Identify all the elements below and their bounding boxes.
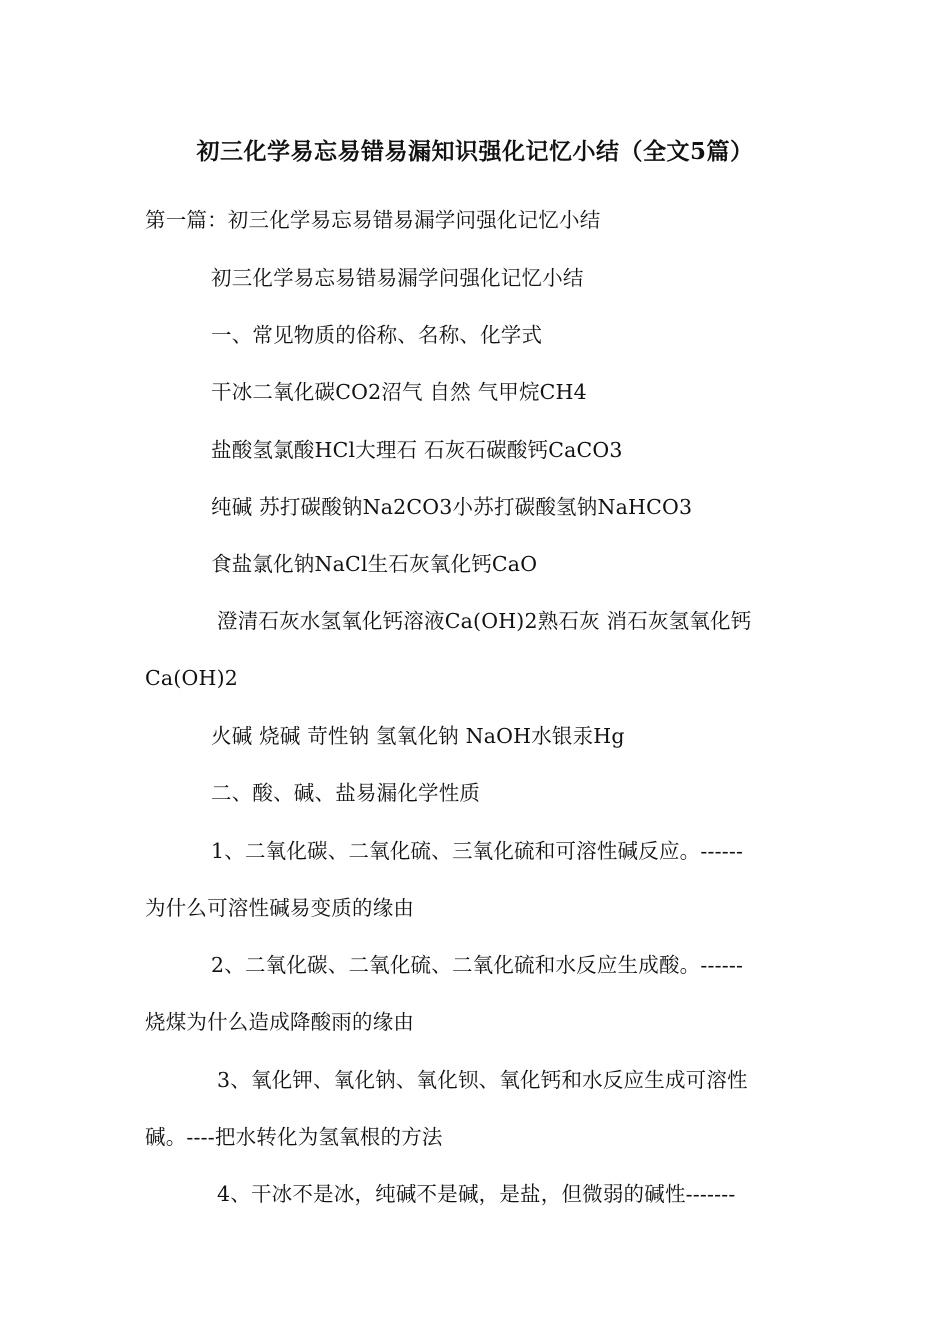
paragraph-line: 3、氧化钾、氧化钠、氧化钡、氧化钙和水反应生成可溶性 xyxy=(217,1068,748,1092)
paragraph-line: 盐酸氢氯酸HCl大理石 石灰石碳酸钙CaCO3 xyxy=(211,438,623,462)
paragraph-line: 初三化学易忘易错易漏学问强化记忆小结 xyxy=(211,266,584,290)
paragraph-line-continued: 为什么可溶性碱易变质的缘由 xyxy=(145,896,415,920)
paragraph-line: 澄清石灰水氢氧化钙溶液Ca(OH)2熟石灰 消石灰氢氧化钙 xyxy=(217,609,752,633)
paragraph-line-continued: 烧煤为什么造成降酸雨的缘由 xyxy=(145,1010,415,1034)
paragraph-line-continued: 碱。----把水转化为氢氧根的方法 xyxy=(145,1125,443,1149)
paragraph-line: 干冰二氧化碳CO2沼气 自然 气甲烷CH4 xyxy=(211,380,587,404)
subheading: 一、常见物质的俗称、名称、化学式 xyxy=(211,323,543,347)
paragraph-line: 食盐氯化钠NaCl生石灰氧化钙CaO xyxy=(211,552,538,576)
section-heading: 第一篇：初三化学易忘易错易漏学问强化记忆小结 xyxy=(145,208,601,232)
subheading: 二、酸、碱、盐易漏化学性质 xyxy=(211,781,481,805)
document-title: 初三化学易忘易错易漏知识强化记忆小结（全文5篇） xyxy=(196,138,754,165)
paragraph-line: 纯碱 苏打碳酸钠Na2CO3小苏打碳酸氢钠NaHCO3 xyxy=(211,495,693,519)
paragraph-line: 1、二氧化碳、二氧化硫、三氧化硫和可溶性碱反应。------ xyxy=(211,839,744,863)
paragraph-line: 4、干冰不是冰，纯碱不是碱，是盐，但微弱的碱性------- xyxy=(217,1182,736,1206)
paragraph-line: 火碱 烧碱 苛性钠 氢氧化钠 NaOH水银汞Hg xyxy=(211,724,625,748)
paragraph-line: 2、二氧化碳、二氧化硫、二氧化硫和水反应生成酸。------ xyxy=(211,953,744,977)
paragraph-line-continued: Ca(OH)2 xyxy=(145,666,239,690)
